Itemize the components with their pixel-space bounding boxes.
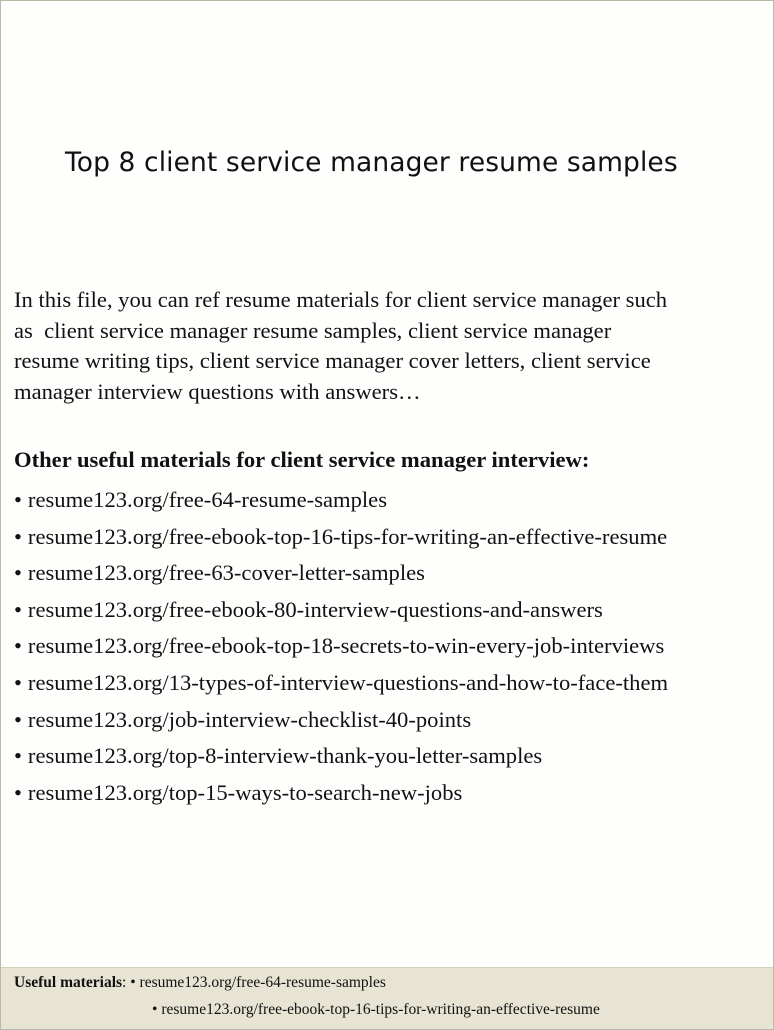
material-link[interactable]: resume123.org/free-64-resume-samples bbox=[27, 487, 387, 512]
intro-paragraph bbox=[14, 285, 766, 407]
materials-heading: Other useful materials for client service manager interview: bbox=[14, 447, 590, 472]
bullet-icon: • bbox=[14, 560, 22, 586]
footer-separator: : bbox=[122, 974, 127, 991]
material-link[interactable]: resume123.org/free-ebook-80-interview-questions-and-answers bbox=[27, 596, 603, 622]
list-item bbox=[14, 665, 668, 702]
intro-line: resume writing tips, client service manager cover letters, client service bbox=[14, 348, 651, 373]
bullet-icon: • bbox=[14, 523, 22, 549]
bullet-icon: • bbox=[14, 596, 22, 622]
material-link[interactable]: resume123.org/free-63-cover-letter-samples bbox=[27, 560, 425, 586]
intro-line: manager interview questions with answers… bbox=[14, 378, 421, 404]
material-link[interactable]: resume123.org/free-ebook-top-16-tips-for-writing-an-effective-resume bbox=[27, 523, 668, 549]
bullet-icon: • bbox=[14, 743, 22, 769]
footer-row bbox=[14, 974, 386, 992]
bullet-icon: • bbox=[130, 974, 136, 991]
footer-label: Useful materials bbox=[14, 974, 123, 991]
list-item bbox=[14, 628, 668, 665]
footer-link[interactable]: resume123.org/free-ebook-top-16-tips-for-writing-an-effective-resume bbox=[161, 1001, 600, 1018]
list-item bbox=[14, 482, 668, 519]
material-link[interactable]: resume123.org/job-interview-checklist-40-points bbox=[27, 706, 472, 732]
material-link[interactable]: resume123.org/top-15-ways-to-search-new-jobs bbox=[27, 779, 463, 805]
list-item bbox=[14, 555, 668, 592]
material-link[interactable]: resume123.org/free-ebook-top-18-secrets-to-win-every-job-interviews bbox=[27, 633, 665, 659]
bullet-icon: • bbox=[14, 633, 22, 659]
intro-line: as client service manager resume samples, client service manager bbox=[14, 317, 612, 343]
intro-line: In this file, you can ref resume materials for client service manager such bbox=[14, 287, 668, 312]
list-item bbox=[14, 775, 668, 812]
footer-bar bbox=[1, 967, 773, 1030]
materials-list bbox=[14, 482, 668, 811]
list-item bbox=[14, 738, 668, 775]
list-item bbox=[14, 592, 668, 629]
bullet-icon: • bbox=[152, 1001, 158, 1018]
bullet-icon: • bbox=[14, 487, 22, 512]
footer-link[interactable]: resume123.org/free-64-resume-samples bbox=[139, 974, 386, 991]
bullet-icon: • bbox=[14, 779, 22, 805]
bullet-icon: • bbox=[14, 706, 22, 732]
page-title: Top 8 client service manager resume samples bbox=[65, 147, 678, 178]
list-item bbox=[14, 519, 668, 556]
list-item bbox=[14, 702, 668, 739]
bullet-icon: • bbox=[14, 669, 22, 695]
material-link[interactable]: resume123.org/13-types-of-interview-questions-and-how-to-face-them bbox=[27, 669, 669, 695]
footer-row bbox=[152, 1001, 600, 1019]
material-link[interactable]: resume123.org/top-8-interview-thank-you-letter-samples bbox=[27, 743, 543, 769]
